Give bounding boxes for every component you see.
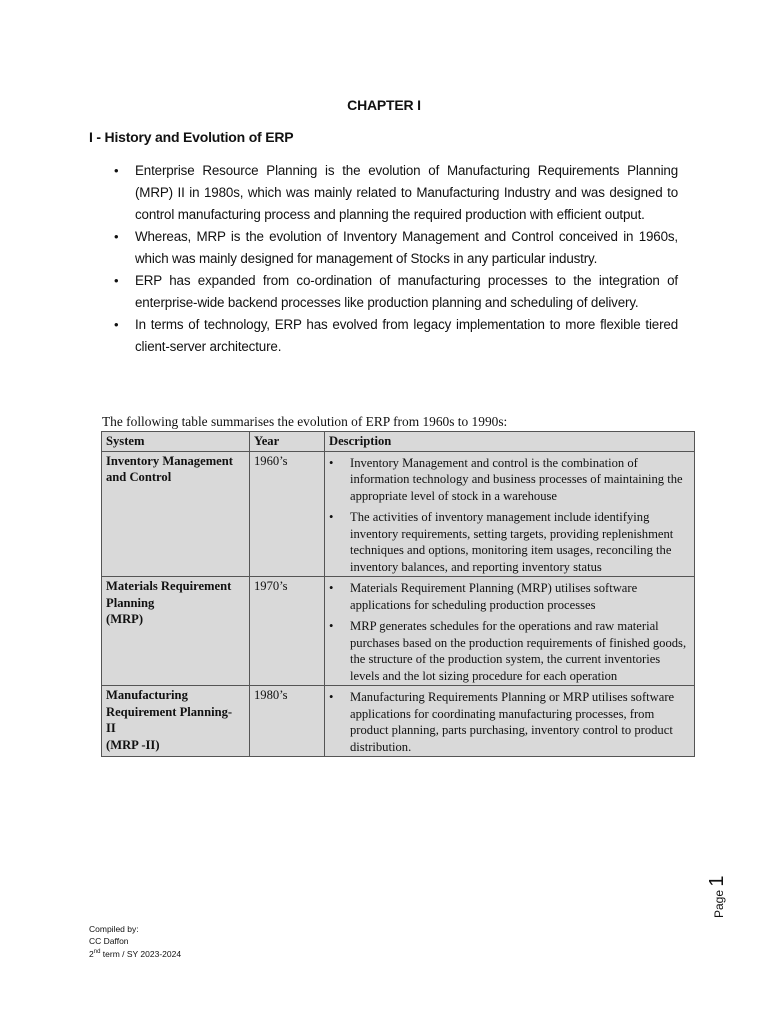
description-item <box>329 618 690 684</box>
table-caption: The following table summarises the evolution of ERP from 1960s to 1990s: <box>102 414 508 429</box>
description-text: Manufacturing Requirements Planning or MRP utilises software applications for coordinating manufacturing processes, from product planning, parts purchasing, inventory control to product distribution. <box>350 690 675 754</box>
intro-bullet-text: Enterprise Resource Planning is the evolution of Manufacturing Requirements Planning (MRP) II in 1980s, which was mainly related to Manufacturing Industry and was designed to control manufacturing process and planning the required production with efficient output. <box>135 163 678 222</box>
description-list <box>329 578 690 684</box>
compiled-by-label: Compiled by: <box>89 924 139 934</box>
system-name-line: and Control <box>106 470 172 484</box>
term-suffix: nd <box>93 949 101 955</box>
system-name-line: II <box>106 721 116 735</box>
description-item <box>329 580 690 613</box>
header-description: Description <box>325 432 695 452</box>
intro-bullet-text: Whereas, MRP is the evolution of Inventory Management and Control conceived in 1960s, which was mainly designed for management of Stocks in any particular industry. <box>135 229 678 266</box>
system-cell <box>102 451 250 577</box>
erp-evolution-table <box>101 431 695 757</box>
bullet-icon: • <box>329 619 334 633</box>
intro-bullet-item <box>114 160 678 226</box>
system-name-line: Materials Requirement <box>106 579 232 593</box>
term-rest: term / SY 2023-2024 <box>100 948 182 959</box>
year-cell: 1980’s <box>250 686 325 757</box>
bullet-icon: • <box>114 229 119 244</box>
header-system: System <box>102 432 250 452</box>
system-cell <box>102 577 250 686</box>
bullet-icon: • <box>329 690 334 704</box>
description-cell <box>325 577 695 686</box>
bullet-icon: • <box>329 510 334 524</box>
author-name: CC Daffon <box>89 935 129 946</box>
page-number <box>706 858 726 918</box>
system-name-line: Manufacturing <box>106 688 188 702</box>
section-heading: I - History and Evolution of ERP <box>89 129 294 145</box>
year-cell: 1960’s <box>250 451 325 577</box>
bullet-icon: • <box>329 455 334 470</box>
year-cell: 1970’s <box>250 577 325 686</box>
intro-bullet-list <box>114 160 678 358</box>
description-item <box>329 509 690 575</box>
term-info <box>89 947 181 960</box>
page-footer <box>89 924 181 960</box>
intro-bullet-item <box>114 226 678 270</box>
system-name-line: Requirement Planning- <box>106 704 233 719</box>
bullet-icon: • <box>114 317 119 332</box>
system-name-line: (MRP -II) <box>106 737 160 752</box>
description-list <box>329 453 690 576</box>
system-name-line: (MRP) <box>106 612 144 626</box>
intro-bullet-item <box>114 314 678 358</box>
description-item <box>329 689 690 755</box>
system-cell <box>102 686 250 757</box>
table-row <box>102 686 695 757</box>
table-header-row <box>102 432 695 452</box>
intro-bullet-text: In terms of technology, ERP has evolved from legacy implementation to more flexible tiered client-server architecture. <box>135 317 678 354</box>
term-number: 2 <box>89 948 94 959</box>
bullet-icon: • <box>329 581 334 595</box>
description-cell <box>325 451 695 577</box>
header-year: Year <box>250 432 325 452</box>
intro-bullet-text: ERP has expanded from co-ordination of manufacturing processes to the integration of enterprise-wide backend processes like production planning and scheduling of delivery. <box>135 273 678 310</box>
table-row <box>102 451 695 577</box>
intro-bullet-item <box>114 270 678 314</box>
page-label: Page <box>712 889 726 918</box>
system-name-line: Inventory Management <box>106 453 233 468</box>
description-cell <box>325 686 695 757</box>
page-number-value: 1 <box>706 875 728 887</box>
description-text: Inventory Management and control is the combination of information technology and business processes of maintaining the appropriate level of stock in a warehouse <box>350 455 683 503</box>
description-text: MRP generates schedules for the operations and raw material purchases based on the production requirements of finished goods, the structure of the production system, the current inventories levels and the lot sizing procedure for each operation <box>350 619 687 683</box>
table-row <box>102 577 695 686</box>
chapter-title: CHAPTER I <box>347 97 421 113</box>
bullet-icon: • <box>114 273 119 288</box>
description-text: The activities of inventory management include identifying inventory requirements, setting targets, providing replenishment techniques and options, monitoring item usages, reconciling the inventory balances, and reporting inventory status <box>350 510 674 574</box>
description-text: Materials Requirement Planning (MRP) utilises software applications for scheduling production processes <box>350 581 638 612</box>
description-item <box>329 455 690 505</box>
description-list <box>329 687 690 755</box>
bullet-icon: • <box>114 163 119 178</box>
system-name-line: Planning <box>106 595 155 610</box>
